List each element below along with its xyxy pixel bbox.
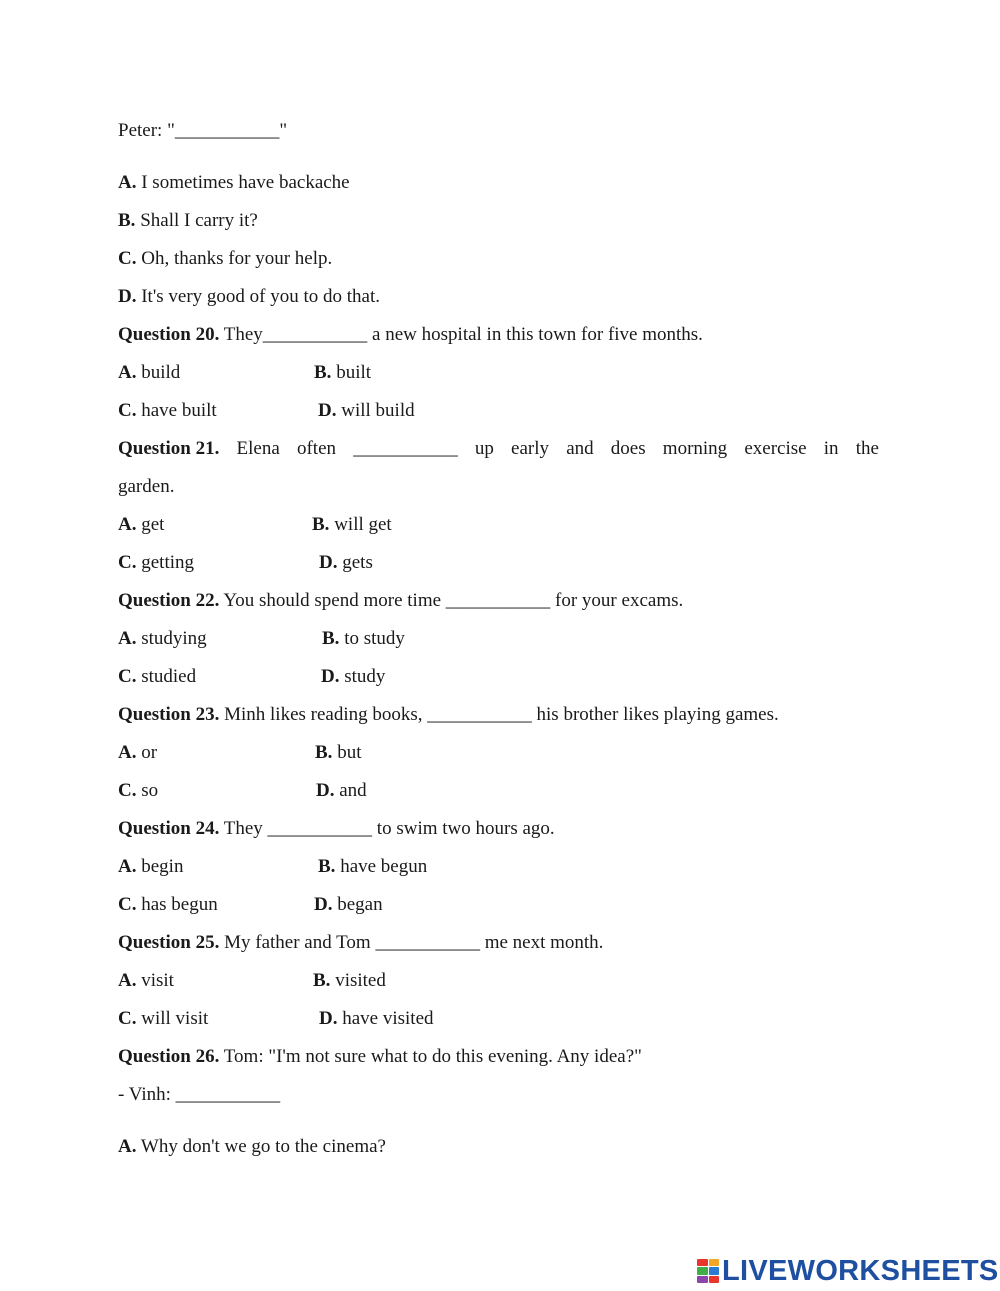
logo-block-1 bbox=[697, 1259, 708, 1266]
question-25: Question 25. My father and Tom ___________ me next month. bbox=[118, 932, 604, 953]
q20-option-d: D. will build bbox=[318, 400, 415, 421]
logo-block-4 bbox=[709, 1267, 720, 1274]
liveworksheets-logo[interactable] bbox=[697, 1254, 999, 1287]
question-22: Question 22. You should spend more time ___________ for your excams. bbox=[118, 590, 684, 611]
q19-option-b: B. Shall I carry it? bbox=[118, 210, 258, 231]
peter-answer-line: Peter: "___________" bbox=[118, 120, 288, 141]
question-20: Question 20. They___________ a new hospital in this town for five months. bbox=[118, 324, 703, 345]
q22-option-b: B. to study bbox=[322, 628, 405, 649]
q20-option-c: C. have built bbox=[118, 400, 217, 421]
q22-option-d: D. study bbox=[321, 666, 386, 687]
q20-option-b: B. built bbox=[314, 362, 372, 383]
q24-option-a: A. begin bbox=[118, 856, 184, 877]
q25-option-d: D. have visited bbox=[319, 1008, 434, 1029]
logo-block-2 bbox=[709, 1259, 720, 1266]
q21-option-b: B. will get bbox=[312, 514, 392, 535]
q24-option-d: D. began bbox=[314, 894, 383, 915]
q20-option-a: A. build bbox=[118, 362, 181, 383]
question-23: Question 23. Minh likes reading books, ___________ his brother likes playing games. bbox=[118, 704, 779, 725]
q24-option-b: B. have begun bbox=[318, 856, 428, 877]
q19-option-d: D. It's very good of you to do that. bbox=[118, 286, 381, 307]
q26-vinh-line: - Vinh: ___________ bbox=[118, 1084, 281, 1105]
q23-option-d: D. and bbox=[316, 780, 367, 801]
question-26: Question 26. Tom: "I'm not sure what to do this evening. Any idea?" bbox=[118, 1046, 642, 1067]
logo-block-6 bbox=[709, 1276, 720, 1283]
q23-option-c: C. so bbox=[118, 780, 159, 801]
q23-option-b: B. but bbox=[315, 742, 362, 763]
logo-block-3 bbox=[697, 1267, 708, 1274]
question-21: Question 21. Elena often ___________ up early and does morning exercise in the bbox=[118, 438, 879, 459]
q22-option-a: A. studying bbox=[118, 628, 207, 649]
liveworksheets-logo-text: LIVEWORKSHEETS bbox=[722, 1254, 999, 1287]
q23-option-a: A. or bbox=[118, 742, 158, 763]
q22-option-c: C. studied bbox=[118, 666, 197, 687]
q21-option-d: D. gets bbox=[319, 552, 373, 573]
q25-option-b: B. visited bbox=[313, 970, 386, 991]
q24-option-c: C. has begun bbox=[118, 894, 218, 915]
q21-option-c: C. getting bbox=[118, 552, 195, 573]
q26-option-a: A. Why don't we go to the cinema? bbox=[118, 1136, 386, 1157]
question-21-continued: garden. bbox=[118, 476, 175, 497]
q25-option-a: A. visit bbox=[118, 970, 174, 991]
question-24: Question 24. They ___________ to swim two hours ago. bbox=[118, 818, 555, 839]
logo-block-5 bbox=[697, 1276, 708, 1283]
q25-option-c: C. will visit bbox=[118, 1008, 209, 1029]
q19-option-a: A. I sometimes have backache bbox=[118, 172, 350, 193]
q19-option-c: C. Oh, thanks for your help. bbox=[118, 248, 333, 269]
q21-option-a: A. get bbox=[118, 514, 165, 535]
liveworksheets-logo-icon bbox=[697, 1259, 719, 1283]
